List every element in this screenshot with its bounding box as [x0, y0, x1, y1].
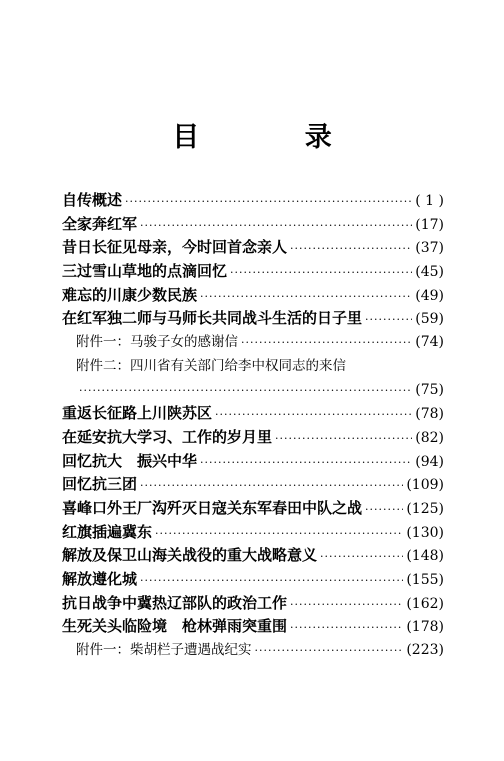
page-title: 目 录 [172, 122, 380, 153]
toc-entry-page: (125) [406, 500, 444, 517]
toc-entry[interactable] [62, 568, 444, 592]
dot-leader [140, 569, 403, 593]
toc-entry[interactable] [62, 426, 444, 450]
toc-entry-title: 喜峰口外王厂沟歼灭日寇关东军春田中队之战 [62, 498, 363, 517]
toc-entry-title: 回忆抗三团 [62, 475, 138, 494]
toc-entry-title: 在红军独二师与马师长共同战斗生活的日子里 [62, 309, 363, 328]
dot-leader [140, 474, 403, 498]
dot-leader [230, 261, 412, 285]
toc-entry-page: (109) [406, 477, 444, 494]
toc-entry[interactable] [62, 284, 444, 308]
dot-leader [125, 190, 412, 214]
toc-entry-title: 三过雪山草地的点滴回忆 [62, 262, 228, 281]
dot-leader [241, 331, 412, 355]
dot-leader [275, 427, 412, 451]
toc-entry-title: 解放遵化城 [62, 570, 138, 588]
toc-entry-page: (17) [415, 216, 444, 233]
toc-entry-title: 生死关头临险境 枪林弹雨突重围 [62, 617, 288, 636]
toc-entry-page: (155) [406, 572, 444, 588]
dot-leader [155, 522, 403, 546]
toc-entry-page: (49) [415, 287, 444, 304]
dot-leader [290, 237, 412, 261]
toc-entry-title: 在延安抗大学习、工作的岁月里 [62, 427, 273, 446]
dot-leader [255, 639, 404, 663]
toc-entry[interactable] [62, 473, 444, 497]
toc-entry[interactable] [62, 450, 444, 474]
toc-entry-title: 抗日战争中冀热辽部队的政治工作 [62, 593, 288, 612]
toc-entry[interactable] [62, 521, 444, 545]
dot-leader [365, 308, 412, 332]
toc-entry-page: (178) [406, 619, 444, 636]
toc-entry-page: (74) [415, 334, 444, 351]
toc-entry-page: (45) [415, 264, 444, 281]
toc-entry-title: 昔日长征见母亲，今时回首念亲人 [62, 238, 288, 257]
toc-entry-page: ( 1 ) [415, 193, 444, 209]
dot-leader [215, 403, 412, 427]
toc-subentry[interactable] [62, 331, 444, 355]
toc-entry[interactable] [62, 615, 444, 639]
dot-leader [200, 451, 412, 475]
dot-leader [290, 593, 403, 617]
toc-entry-title: 附件二：四川省有关部门给李中权同志的来信 [76, 357, 346, 374]
toc-entry-title: 解放及保卫山海关战役的重大战略意义 [62, 546, 318, 565]
toc-entry[interactable] [62, 402, 444, 426]
toc-entry-title: 全家奔红军 [62, 214, 138, 233]
toc-entry-page: (148) [406, 548, 444, 565]
toc-entry[interactable] [62, 189, 444, 213]
toc-entry-title: 附件一：柴胡栏子遭遇战纪实 [76, 642, 252, 659]
toc-subentry[interactable] [62, 639, 444, 663]
toc-entry-page: (37) [415, 240, 444, 257]
toc-entry[interactable] [62, 544, 444, 568]
dot-leader [140, 214, 412, 238]
toc-entry-title: 回忆抗大 振兴中华 [62, 451, 198, 470]
toc-entry[interactable] [62, 236, 444, 260]
toc-entry[interactable] [62, 213, 444, 237]
toc-entry-page: (82) [415, 429, 444, 446]
toc-entry[interactable] [62, 592, 444, 616]
toc-entry-title: 重返长征路上川陕苏区 [62, 404, 213, 423]
toc-entry-page: (78) [415, 406, 444, 423]
toc-entry-title: 附件一：马骏子女的感谢信 [76, 334, 238, 351]
toc-entry-title: 红旗插遍冀东 [62, 522, 153, 541]
toc-entry[interactable] [62, 497, 444, 521]
toc-entry-page: (94) [415, 453, 444, 470]
dot-leader [290, 616, 403, 640]
toc-entry-page: (75) [415, 381, 444, 398]
toc-subentry-continuation[interactable] [62, 379, 444, 403]
toc-entry-page: (162) [406, 595, 444, 612]
dot-leader [200, 285, 412, 309]
toc-entry-page: (130) [406, 524, 444, 541]
toc-entry-title: 自传概述 [62, 191, 123, 209]
dot-leader [365, 498, 403, 522]
toc-entry-title: 难忘的川康少数民族 [62, 285, 198, 304]
dot-leader [79, 379, 412, 403]
toc-entry-page: (59) [415, 311, 444, 328]
toc-entry-page: (223) [406, 642, 444, 659]
table-of-contents [62, 189, 444, 663]
toc-subentry[interactable] [62, 355, 444, 379]
toc-entry[interactable] [62, 260, 444, 284]
dot-leader [320, 545, 403, 569]
toc-entry[interactable] [62, 307, 444, 331]
